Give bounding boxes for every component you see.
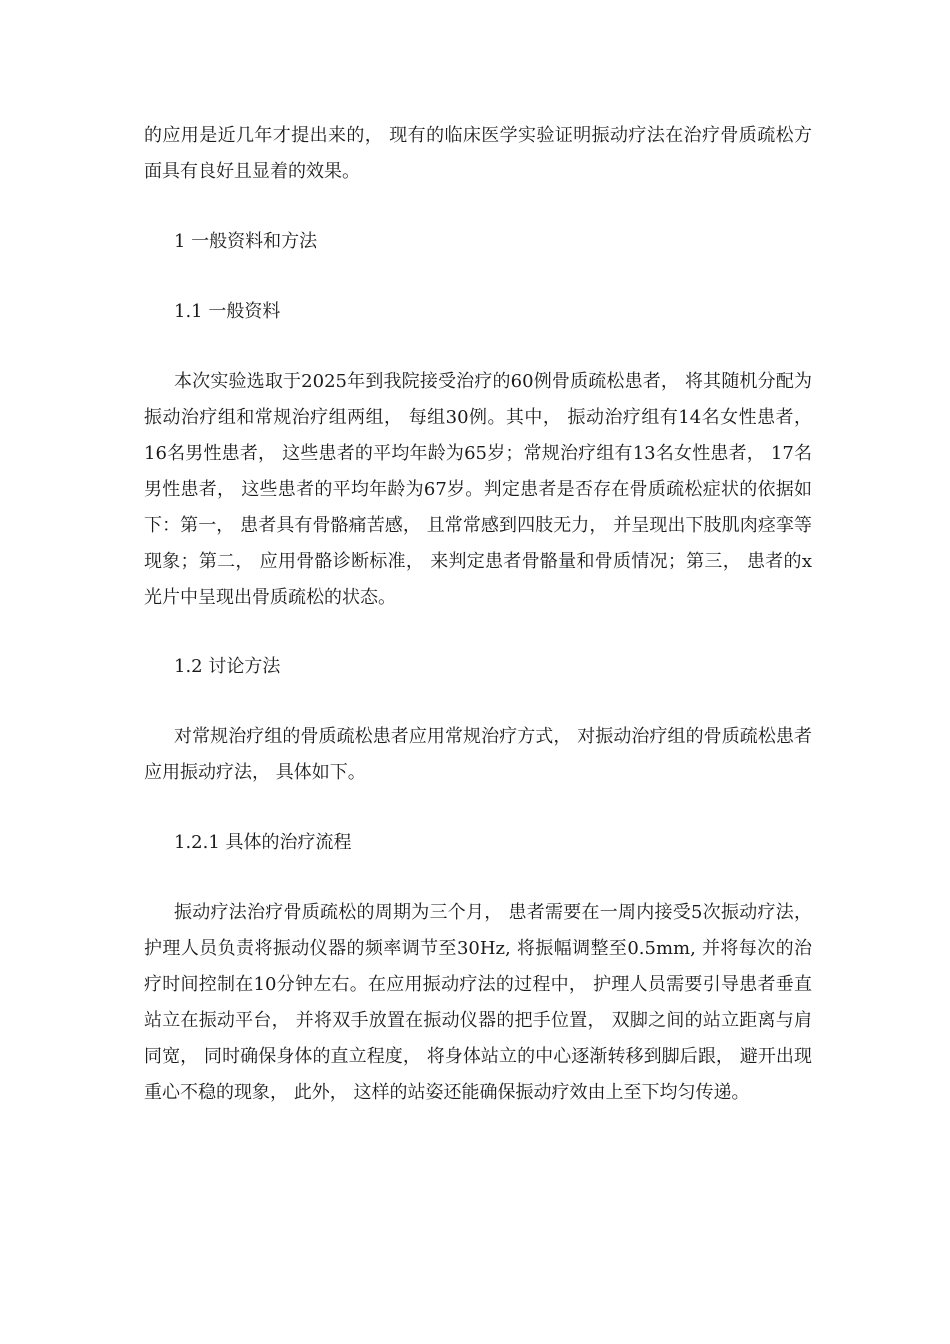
paragraph-treatment-process: 振动疗法治疗骨质疏松的周期为三个月， 患者需要在一周内接受5次振动疗法， 护理人员负责将振动仪器的频率调节至30Hz, 将振幅调整至0.5mm, 并将每次的治疗时间控制在10分钟左右。在应用振动疗法的过程中， 护理人员需要引导患者垂直站立在振动平台， 并将双手放置在振动仪器的把手位置， 双脚之间的站立距离与肩同宽， 同时确保身体的直立程度， 将身体站立的中心逐渐转移到脚后跟， 避开出现重心不稳的现象， 此外， 这样的站姿还能确保振动疗效由上至下均匀传递。 <box>144 902 818 1103</box>
section-heading-1-2-1: 1.2.1 具体的治疗流程 <box>174 832 352 853</box>
section-heading-1-2: 1.2 讨论方法 <box>174 656 281 677</box>
section-heading-1: 1 一般资料和方法 <box>174 231 318 252</box>
section-heading-1-1: 1.1 一般资料 <box>174 301 281 322</box>
paragraph-general-info: 本次实验选取于2025年到我院接受治疗的60例骨质疏松患者， 将其随机分配为振动治疗组和常规治疗组两组， 每组30例。其中， 振动治疗组有14名女性患者， 16名男性患者， 这些患者的平均年龄为65岁；常规治疗组有13名女性患者， 17名男性患者， 这些患者的平均年龄为67岁。判定患者是否存在骨质疏松症状的依据如下：第一， 患者具有骨骼痛苦感， 且常常感到四肢无力， 并呈现出下肢肌肉痉挛等现象；第二， 应用骨骼诊断标准， 来判定患者骨骼量和骨质情况；第三， 患者的x光片中呈现出骨质疏松的状态。 <box>144 371 818 608</box>
paragraph-method: 对常规治疗组的骨质疏松患者应用常规治疗方式， 对振动治疗组的骨质疏松患者应用振动疗法， 具体如下。 <box>144 726 812 783</box>
document-page <box>144 118 818 1111</box>
paragraph-intro-continuation: 的应用是近几年才提出来的， 现有的临床医学实验证明振动疗法在治疗骨质疏松方面具有良好且显着的效果。 <box>144 125 812 182</box>
